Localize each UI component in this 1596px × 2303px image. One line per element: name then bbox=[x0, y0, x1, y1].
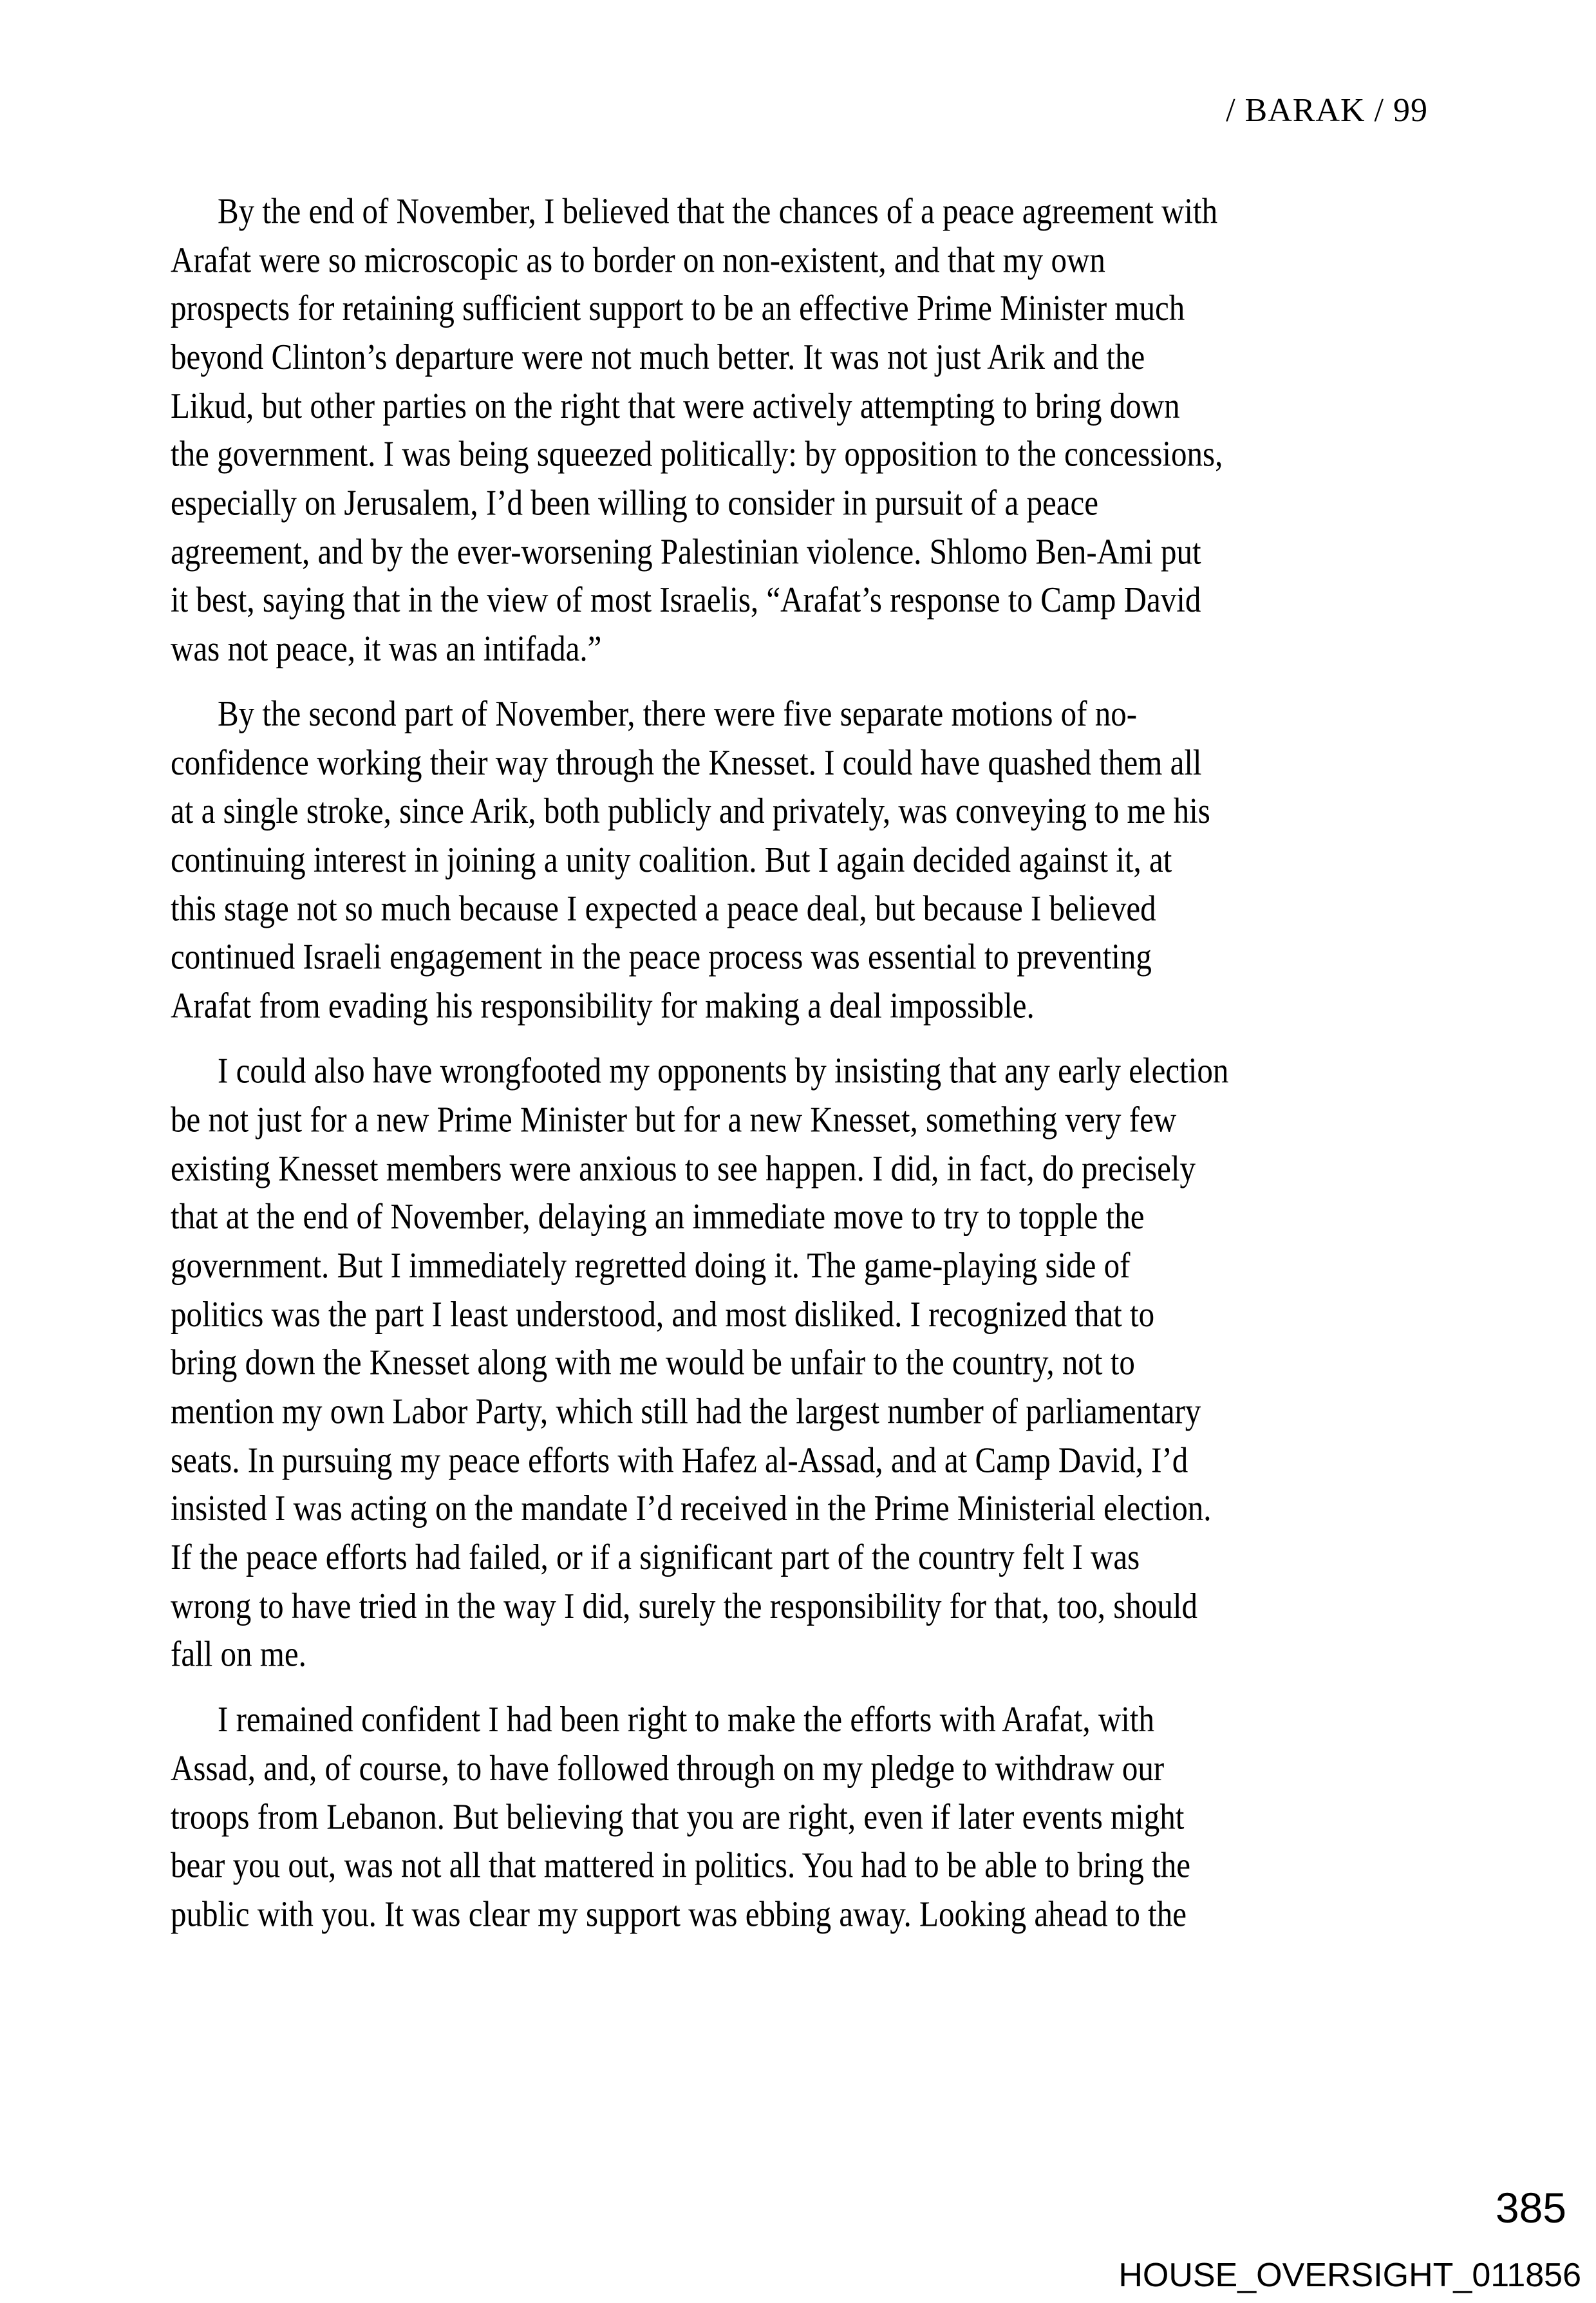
paragraph: By the second part of November, there were five separate motions of no- confidence working their way through the Knesset. I could have quashed them all at a single stroke, since Arik, both publicly and privately, was conveying to me his continuing interest in joining a unity coalition. But I again decided against it, at this stage not so much because I expected a peace deal, but because I believed continued Israeli engagement in the peace process was essential to preventing Arafat from evading his responsibility for making a deal impossible. bbox=[171, 693, 1210, 1026]
running-header: / BARAK / 99 bbox=[1226, 92, 1428, 129]
paragraph: I remained confident I had been right to make the efforts with Arafat, with Assad, and, of course, to have followed through on my pledge to withdraw our troops from Lebanon. But believing that you are right, even if later events might bear you out, was not all that mattered in politics. You had to be able to bring the public with you. It was clear my support was ebbing away. Looking ahead to the bbox=[171, 1698, 1191, 1935]
paragraph: By the end of November, I believed that the chances of a peace agreement with Arafat were so microscopic as to border on non-existent, and that my own prospects for retaining sufficient support to be an effective Prime Minister much beyond Clinton’s departure were not much better. It was not just Arik and the Likud, but other parties on the right that were actively attempting to bring down the government. I was being squeezed politically: by opposition to the concessions, especially on Jerusalem, I’d been willing to consider in pursuit of a peace agreement, and by the ever-worsening Palestinian violence. Shlomo Ben-Ami put it best, saying that in the view of most Israelis, “Arafat’s response to Camp David was not peace, it was an intifada.” bbox=[171, 190, 1223, 669]
body-text bbox=[171, 187, 1561, 1955]
page-number: 385 bbox=[1495, 2184, 1566, 2232]
bates-stamp: HOUSE_OVERSIGHT_011856 bbox=[1118, 2257, 1581, 2294]
paragraph: I could also have wrongfooted my opponents by insisting that any early election be not just for a new Prime Minister but for a new Knesset, something very few existing Knesset members were anxious to see happen. I did, in fact, do precisely that at the end of November, delaying an immediate move to try to topple the government. But I immediately regretted doing it. The game-playing side of politics was the part I least understood, and most disliked. I recognized that to bring down the Knesset along with me would be unfair to the country, not to mention my own Labor Party, which still had the largest number of parliamentary seats. In pursuing my peace efforts with Hafez al-Assad, and at Camp David, I’d insisted I was acting on the mandate I’d received in the Prime Ministerial election. If the peace efforts had failed, or if a significant part of the country felt I was wrong to have tried in the way I did, surely the responsibility for that, too, should fall on me. bbox=[171, 1050, 1229, 1675]
